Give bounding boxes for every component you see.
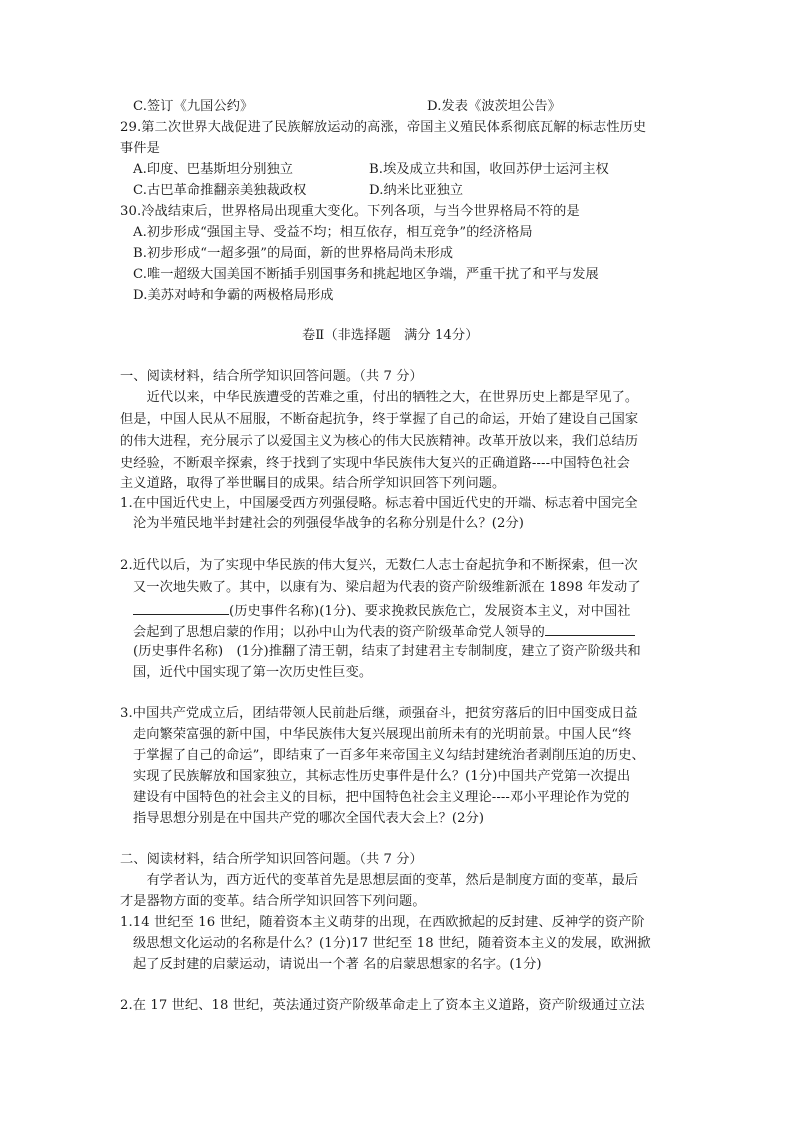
part1-q2-line: 又一次地失败了。其中，以康有为、梁启超为代表的资产阶级维新派在 1898 年发动了 xyxy=(133,580,641,595)
q30-option-d: D.美苏对峙和争霸的两极格局形成 xyxy=(133,288,334,303)
part1-material-line: 近代以来，中华民族遭受的苦难之重，付出的牺牲之大，在世界历史上都是罕见了。 xyxy=(120,390,639,405)
q29-option-c: C.古巴革命推翻亲美独裁政权 xyxy=(133,183,307,198)
part1-material-line: 史经验，不断艰辛探索，终于找到了实现中华民族伟大复兴的正确道路----中国特色社会 xyxy=(120,456,630,471)
q29-option-d: D.纳米比亚独立 xyxy=(369,183,464,198)
part1-q3-line: 指导思想分别是在中国共产党的哪次全国代表大会上？(2分) xyxy=(133,811,485,826)
part1-q2-line3: (历史事件名称)(1分)、要求挽救民族危亡，发展资本主义，对中国社 xyxy=(133,600,631,622)
part1-q1-line: 1.在中国近代史上，中国屡受西方列强侵略。标志着中国近代史的开端、标志着中国完全 xyxy=(120,496,638,511)
part1-q3-line: 3.中国共产党成立后，团结带领人民前赴后继，顽强奋斗，把贫穷落后的旧中国变成日益 xyxy=(120,706,638,721)
part2-q1-line: 级思想文化运动的名称是什么？(1分)17 世纪至 18 世纪，随着资本主义的发展，欧洲掀 xyxy=(133,936,651,951)
q30-option-a: A.初步形成“强国主导、受益不均；相互依存，相互竞争”的经济格局 xyxy=(133,225,533,240)
q29-stem-line1: 29.第二次世界大战促进了民族解放运动的高涨，帝国主义殖民体系彻底瓦解的标志性历史 xyxy=(120,120,647,135)
part1-q3-line: 于掌握了自己的命运”，即结束了一百多年来帝国主义勾结封建统治者剥削压迫的历史、 xyxy=(133,748,645,763)
part2-q1-line: 1.14 世纪至 16 世纪，随着资本主义萌芽的出现，在西欧掀起的反封建、反神学的资产阶 xyxy=(120,915,645,930)
part2-q2-line: 2.在 17 世纪、18 世纪，英法通过资产阶级革命走上了资本主义道路，资产阶级通过立法 xyxy=(120,998,645,1013)
part1-material-line: 的伟大进程，充分展示了以爱国主义为核心的伟大民族精神。改革开放以来，我们总结历 xyxy=(120,434,639,449)
part1-material-line: 主义道路，取得了举世瞩目的成果。结合所学知识回答下列问题。 xyxy=(120,476,506,491)
part2-q1-line: 起了反封建的启蒙运动，请说出一个著 名的启蒙思想家的名字。(1分) xyxy=(133,957,542,972)
q29-option-a: A.印度、巴基斯坦分别独立 xyxy=(133,162,294,177)
answer-blank[interactable] xyxy=(133,600,229,615)
part1-q2-line: (历史事件名称) (1分)推翻了清王朝，结束了封建君主专制制度，建立了资产阶级共和 xyxy=(133,644,641,659)
q30-option-c: C.唯一超级大国美国不断插手别国事务和挑起地区争端，严重干扰了和平与发展 xyxy=(133,267,599,282)
q28-option-c: C.签订《九国公约》 xyxy=(133,99,254,114)
part1-q1-line: 沦为半殖民地半封建社会的列强侵华战争的名称分别是什么？(2分) xyxy=(133,516,525,531)
part1-q3-line: 实现了民族解放和国家独立，其标志性历史事件是什么？(1分)中国共产党第一次提出 xyxy=(133,769,631,784)
part1-q3-line: 走向繁荣富强的新中国，中华民族伟大复兴展现出前所未有的光明前景。中国人民“终 xyxy=(133,727,632,742)
q29-option-b: B.埃及成立共和国，收回苏伊士运河主权 xyxy=(369,162,609,177)
part1-q2-line4: 会起到了思想启蒙的作用；以孙中山为代表的资产阶级革命党人领导的 xyxy=(133,621,635,643)
q30-stem: 30.冷战结束后，世界格局出现重大变化。下列各项，与当今世界格局不符的是 xyxy=(120,204,580,219)
q30-option-b: B.初步形成“一超多强”的局面，新的世界格局尚未形成 xyxy=(133,246,454,261)
part2-material-line: 有学者认为，西方近代的变革首先是思想层面的变革，然后是制度方面的变革，最后 xyxy=(120,873,639,888)
answer-blank[interactable] xyxy=(545,621,635,636)
section-2-title: 卷Ⅱ（非选择题 满分 14分） xyxy=(302,328,479,343)
part1-heading: 一、阅读材料，结合所学知识回答问题。（共 7 分） xyxy=(120,369,423,384)
part1-q3-line: 建设有中国特色的社会主义的目标，把中国特色社会主义理论----邓小平理论作为党的 xyxy=(133,790,630,805)
q28-option-d: D.发表《波茨坦公告》 xyxy=(427,99,562,114)
part2-heading: 二、阅读材料，结合所学知识回答问题。（共 7 分） xyxy=(120,852,423,867)
part1-q2-line: 2.近代以后，为了实现中华民族的伟大复兴，无数仁人志士奋起抗争和不断探索，但一次 xyxy=(120,558,638,573)
part2-material-line: 才是器物方面的变革。结合所学知识回答下列问题。 xyxy=(120,894,426,909)
part1-q2-line: 国，近代中国实现了第一次历史性巨变。 xyxy=(133,665,373,680)
q29-stem-line2: 事件是 xyxy=(120,141,160,156)
part1-material-line: 但是，中国人民从不屈服，不断奋起抗争，终于掌握了自己的命运，开始了建设自己国家 xyxy=(120,412,639,427)
